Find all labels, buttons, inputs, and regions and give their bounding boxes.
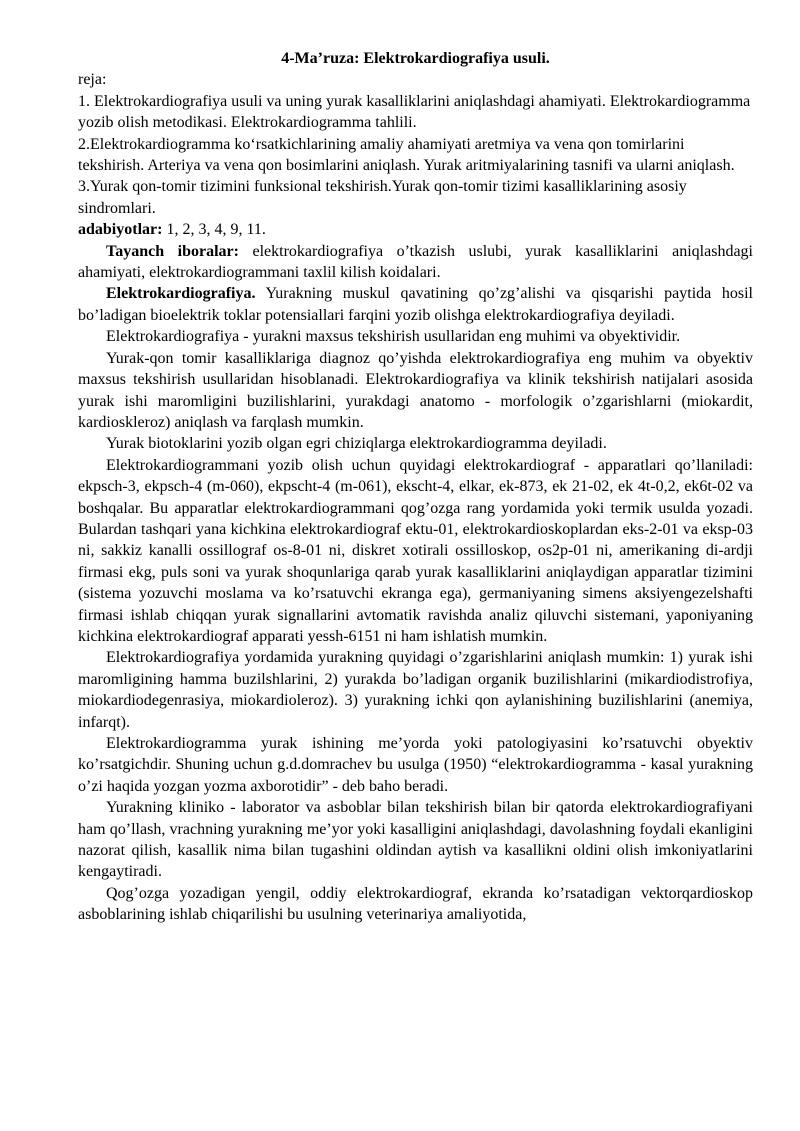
paragraph-10: Qog’ozga yozadigan yengil, oddiy elektrokardiograf, ekranda ko’rsatadigan vektorqardioskop asboblarining ishlab chiqarilishi bu usulning veterinariya amaliyotida, (78, 884, 753, 924)
paragraph-3: Elektrokardiografiya - yurakni maxsus tekshirish usullaridan eng muhimi va obyektividir. (106, 328, 681, 346)
paragraph-5: Yurak biotoklarini yozib olgan egri chiziqlarga elektrokardiogramma deyiladi. (106, 435, 607, 453)
paragraph-7: Elektrokardiografiya yordamida yurakning quyidagi o’zgarishlarini aniqlash mumkin: 1) yurak ishi maromligining hamma buzilshlarini, 2) yurakda bo’ladigan organik buzilishlarini (mikardiodistrofiya, miokardiodegenrasiya, miokardioleroz). 3) yurakning ichki qon aylanishining buzilishlarini (anemiya, infarqt). (78, 649, 753, 731)
paragraph-definition: Elektrokardiografiya. Yurakning muskul qavatining qo’zg’alishi va qisqarishi paytida hosil bo’ladigan bioelektrik toklar potensiallari farqini yozib olishga elektrokardiografiya deyiladi. (78, 285, 753, 324)
definition-label: Elektrokardiografiya. (106, 285, 256, 303)
paragraph-4: Yurak-qon tomir kasalliklariga diagnoz qo’yishda elektrokardiografiya eng muhim va obyektiv maxsus tekshirish usullaridan hisoblanadi. Elektrokardiografiya va klinik tekshirish natijalari asosida yurak ishi maromligini buzilishlarini, yurakdagi anatomo - morfologik o’zgarishlarni (miokardit, kardioskleroz) aniqlash va farqlash mumkin. (78, 349, 753, 431)
lecture-page (78, 48, 753, 926)
literature-line (78, 219, 753, 240)
key-terms-label: Tayanch iboralar: (106, 242, 239, 260)
lecture-title: 4-Ma’ruza: Elektrokardiografiya usuli. (281, 50, 550, 67)
paragraph-9: Yurakning kliniko - laborator va asboblar bilan tekshirish bilan bir qatorda elektrokardiografiyani ham qo’llash, vrachning yurakning me’yor yoki kasalligini aniqlashdagi, davolashning foydali ekanligini nazorat qilish, kasallik nima bilan tugashini oldindan aytish va kasallikni oldini olish imkoniyatlarini kengaytiradi. (78, 799, 753, 881)
plan-heading: reja: (78, 71, 107, 89)
paragraph-8: Elektrokardiogramma yurak ishining me’yorda yoki patologiyasini ko’rsatuvchi obyektiv ko’rsatgichdir. Shuning uchun g.d.domrachev bu usulga (1950) “elektrokardiogramma - kasal yurakning o’zi haqida yozgan yozma axborotidir” - deb baho beradi. (78, 735, 753, 795)
plan-item-1: 1. Elektrokardiografiya usuli va uning yurak kasalliklarini aniqlashdagi ahamiyati. Elektrokardiogramma yozib olish metodikasi. Elektrokardiogramma tahlili. (78, 92, 751, 132)
literature-label: adabiyotlar: (78, 221, 163, 239)
plan-item-3: 3.Yurak qon-tomir tizimini funksional tekshirish.Yurak qon-tomir tizimi kasalliklarining asosiy sindromlari. (78, 178, 687, 217)
plan-item-2: 2.Elektrokardiogramma ko‘rsatkichlarining amaliy ahamiyati aretmiya va vena qon tomirlarini tekshirish. Arteriya va vena qon bosimlarini aniqlash. Yurak aritmiyalarining tasnifi va ularni aniqlash. (78, 135, 735, 175)
literature-value: 1, 2, 3, 4, 9, 11. (162, 221, 266, 239)
paragraph-6: Elektrokardiogrammani yozib olish uchun quyidagi elektrokardiograf - apparatlari qo’llaniladi: ekpsch-3, ekpsch-4 (m-060), ekpscht-4 (m-061), ekscht-4, elkar, ek-873, ek 21-02, ek 4t-0,2, ek6t-02 va boshqalar. Bu apparatlar elektrokardiogrammani qog’ozga rang yordamida yoki termik usulda yozadi. Bulardan tashqari yana kichkina elektrokardiograf ektu-01, elektrokardioskoplardan eks-2-01 va eksp-03 ni, sakkiz kanalli ossillograf os-8-01 ni, diskret xotirali ossilloskop, os2p-01 ni, amerikaning di-ardji firmasi ekg, puls soni va yurak shoqunlariga qarab yurak kasalliklarini aniqlaydigan apparatlar tizimini (sistema yozuvchi moslama va ko’rsatuvchi ekranga ega), germaniyaning simens aksiyengezelshafti firmasi ishlab chiqqan yurak signallarini avtomatik ravishda analiz qiluvchi sistemani, yaponiyaning kichkina elektrokardiograf apparati yessh-6151 ni ham ishlatish mumkin. (78, 456, 753, 645)
paragraph-key-terms: Tayanch iboralar: elektrokardiografiya o’tkazish uslubi, yurak kasalliklarini aniqlashdagi ahamiyati, elektrokardiogrammani taxlil kilish koidalari. (78, 242, 754, 282)
